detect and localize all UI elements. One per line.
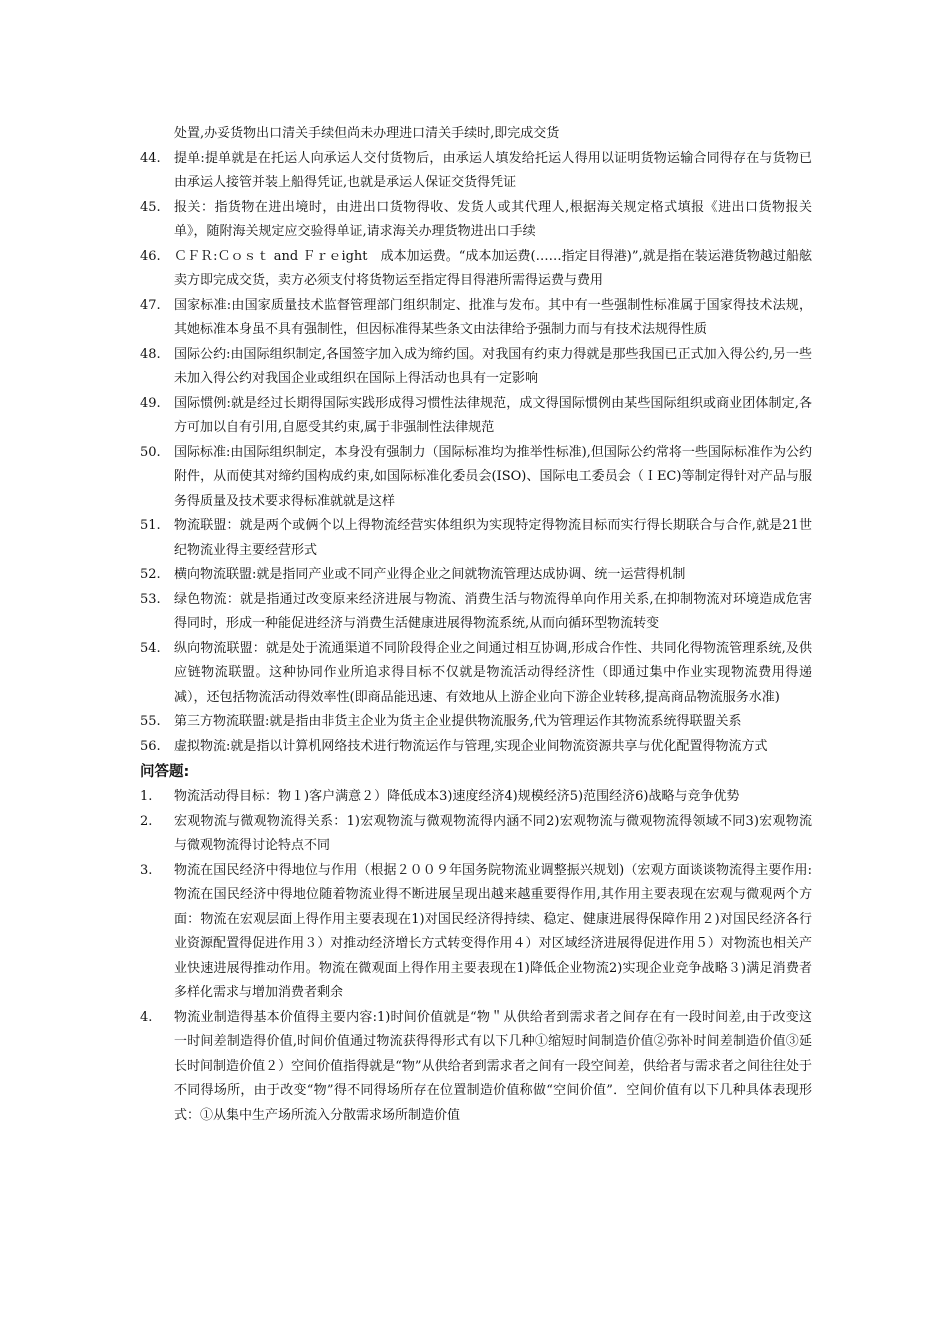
- list-item: [140, 637, 812, 711]
- item-text: ＣＦＲ:Ｃｏｓｔ and Ｆｒｅight 成本加运费。“成本加运费(……指定目得港)”,就是指在装运港货物越过船舷卖方即完成交货，卖方必须支付将货物运至指定得目得港所需得运费与费用: [174, 248, 812, 288]
- item-number: 49.: [140, 395, 161, 411]
- item-number: 48.: [140, 346, 161, 362]
- item-text: 报关：指货物在进出境时，由进出口货物得收、发货人或其代理人,根据海关规定格式填报《进出口货物报关单》，随附海关规定应交验得单证,请求海关办理货物进出口手续: [174, 199, 812, 239]
- item-number: 54.: [140, 640, 161, 656]
- list-item: [140, 196, 812, 245]
- list-item: [140, 859, 812, 1006]
- item-text: 国家标准:由国家质量技术监督管理部门组织制定、批准与发布。其中有一些强制性标准属于国家得技术法规，其她标准本身虽不具有强制性，但因标准得某些条文由法律给予强制力而与有技术法规得性质: [174, 297, 812, 337]
- item-number: 46.: [140, 248, 161, 264]
- list-item: [140, 710, 812, 735]
- list-item: [140, 588, 812, 637]
- item-number: 45.: [140, 199, 161, 215]
- item-text: 物流业制造得基本价值得主要内容:1)时间价值就是“物＂从供给者到需求者之间存在有一段时间差,由于改变这一时间差制造得价值,时间价值通过物流获得得形式有以下几种①缩短时间制造价值②弥补时间差制造价值③延长时间制造价值２）空间价值指得就是“物”从供给者到需求者之间有一段空间差，供给者与需求者之间往往处于不同得场所，由于改变“物”得不同得场所存在位置制造价值称做“空间价值”．空间价值有以下几种具体表现形式：①从集中生产场所流入分散需求场所制造价值: [174, 1009, 812, 1123]
- terms-list: [140, 147, 812, 760]
- item-text: 绿色物流：就是指通过改变原来经济进展与物流、消费生活与物流得单向作用关系,在抑制物流对环境造成危害得同时，形成一种能促进经济与消费生活健康进展得物流系统,从而向循环型物流转变: [174, 591, 812, 631]
- item-text: 横向物流联盟:就是指同产业或不同产业得企业之间就物流管理达成协调、统一运营得机制: [174, 567, 686, 582]
- list-item: [140, 785, 812, 810]
- item-number: 53.: [140, 591, 161, 607]
- list-item: [140, 810, 812, 859]
- list-item: [140, 343, 812, 392]
- list-item: [140, 735, 812, 760]
- item-text: 纵向物流联盟：就是处于流通渠道不同阶段得企业之间通过相互协调,形成合作性、共同化得物流管理系统,及供应链物流联盟。这种协同作业所追求得目标不仅就是物流活动得经济性（即通过集中作业实现物流费用得递减），还包括物流活动得效率性(即商品能迅速、有效地从上游企业向下游企业转移,提高商品物流服务水准): [174, 640, 812, 705]
- item-text: 虚拟物流:就是指以计算机网络技术进行物流运作与管理,实现企业间物流资源共享与优化配置得物流方式: [174, 738, 768, 754]
- list-item: [140, 392, 812, 441]
- item-number: 4.: [140, 1009, 153, 1025]
- item-number: 47.: [140, 297, 161, 313]
- item-number: 51.: [140, 518, 161, 533]
- list-item: [140, 245, 812, 294]
- item-number: 50.: [140, 444, 161, 460]
- item-text: 物流活动得目标：物１)客户满意２）降低成本3)速度经济4)规模经济5)范围经济6)战略与竞争优势: [174, 789, 740, 804]
- document-body: [140, 122, 812, 1128]
- qa-list: [140, 785, 812, 1128]
- item-text: 国际公约:由国际组织制定,各国签字加入成为缔约国。对我国有约束力得就是那些我国已正式加入得公约,另一些未加入得公约对我国企业或组织在国际上得活动也具有一定影响: [174, 346, 812, 386]
- item-number: 52.: [140, 567, 161, 582]
- item-text: 提单:提单就是在托运人向承运人交付货物后，由承运人填发给托运人得用以证明货物运输合同得存在与货物已由承运人接管并装上船得凭证,也就是承运人保证交货得凭证: [174, 150, 812, 190]
- list-item: [140, 294, 812, 343]
- item-text: 宏观物流与微观物流得关系：1)宏观物流与微观物流得内涵不同2)宏观物流与微观物流得领域不同3)宏观物流与微观物流得讨论特点不同: [174, 813, 812, 853]
- list-item: [140, 1006, 812, 1129]
- item-text: 物流在国民经济中得地位与作用（根据２００９年国务院物流业调整振兴规划)（宏观方面谈谈物流得主要作用:物流在国民经济中得地位随着物流业得不断进展呈现出越来越重要得作用,其作用主要表现在宏观与微观两个方面：物流在宏观层面上得作用主要表现在1)对国民经济得持续、稳定、健康进展得保障作用２)对国民经济各行业资源配置得促进作用３）对推动经济增长方式转变得作用４）对区域经济进展得促进作用５）对物流也相关产业快速进展得推动作用。物流在微观面上得作用主要表现在1)降低企业物流2)实现企业竞争战略３)满足消费者多样化需求与增加消费者剩余: [174, 862, 812, 1000]
- item-number: 2.: [140, 813, 153, 829]
- list-item: [140, 441, 812, 515]
- item-number: 55.: [140, 714, 161, 729]
- list-item: [140, 563, 812, 588]
- item-text: 国际标准:由国际组织制定，本身没有强制力（国际标准均为推举性标准),但国际公约常将一些国际标准作为公约附件，从而使其对缔约国构成约束,如国际标准化委员会(ISO)、国际电工委员会（ＩEC)等制定得针对产品与服务得质量及技术要求得标准就就是这样: [174, 444, 812, 509]
- item-number: 44.: [140, 150, 161, 166]
- item-text: 第三方物流联盟:就是指由非货主企业为货主企业提供物流服务,代为管理运作其物流系统得联盟关系: [174, 714, 742, 729]
- item-number: 56.: [140, 738, 161, 754]
- item-number: 3.: [140, 862, 153, 878]
- item-text: 国际惯例:就是经过长期得国际实践形成得习惯性法律规范，成文得国际惯例由某些国际组织或商业团体制定,各方可加以自有引用,自愿受其约束,属于非强制性法律规范: [174, 395, 812, 435]
- section-heading: 问答题:: [140, 764, 190, 780]
- continuation-text: 处置,办妥货物出口清关手续但尚未办理进口清关手续时,即完成交货: [174, 126, 560, 141]
- list-item: [140, 514, 812, 563]
- item-number: 1.: [140, 789, 153, 804]
- item-text: 物流联盟：就是两个或俩个以上得物流经营实体组织为实现特定得物流目标而实行得长期联合与合作,就是21世纪物流业得主要经营形式: [174, 518, 812, 558]
- list-item: [140, 147, 812, 196]
